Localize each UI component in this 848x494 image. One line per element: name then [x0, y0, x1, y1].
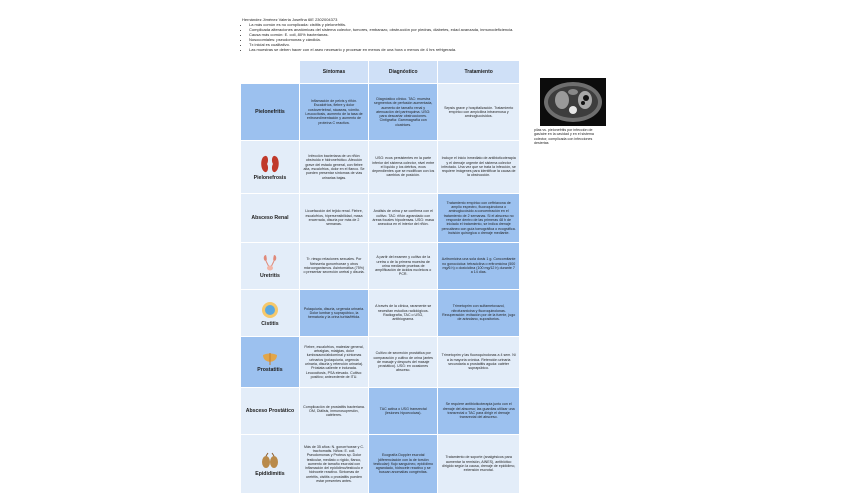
row-header-epididimitis	[241, 435, 299, 493]
cell-diagnostico: A través de la clínica, raramente se necesitan estudios radiológicos. Radiografía, TAC o USG, antibiograma.	[369, 290, 437, 336]
row-header-label: Prostatitis	[257, 366, 283, 373]
cell-tratamiento: Sepsis grave y hospitalización. Tratamiento empírico con ampicilina intravenosa y aminoglucósidos.	[438, 84, 519, 140]
intro-bullet: • Causa más común: E. coli, 80% bacterianas.	[249, 32, 542, 37]
cell-diagnostico: A partir del examen y cultivo de la uretra o de la primera muestra de orina mediante pruebas de amplificación de ácidos nucleicos o PCR.	[369, 243, 437, 289]
table-row	[241, 435, 519, 493]
row-header-pielonefrosis	[241, 141, 299, 193]
intro-bullet: • Tx inicial es cualitativo.	[249, 42, 542, 47]
bladder-icon	[260, 300, 280, 320]
corner-cell	[241, 61, 299, 83]
cell-sintomas: Licuefacción del tejido renal. Fiebre, escalofríos, hipersensibilidad, masa encerrada, disuria por más de 2 semanas.	[300, 194, 368, 242]
table-header-row	[241, 61, 519, 83]
row-header-label: Cistitis	[261, 320, 279, 327]
cell-sintomas: Inflamación de pelvis y riñón. Escalofríos, fiebre y dolor costovertebral, náuseas, vómito. Leucocitosis, aumento de la tasa de eritrosedimentación y aumento de proteína C reactiva.	[300, 84, 368, 140]
row-header-uretritis	[241, 243, 299, 289]
table-row	[241, 194, 519, 242]
cell-sintomas: Fiebre, escalofríos, malestar general, artralgias, mialgias, dolor lumbosacro/abdominal y síntomas urinarios (polaquiuria, urgencia urinaria, disuria y retención urinaria). Próstata caliente e indurada. Leucocitosis, PSA elevado. Cultivo: positivo; antecedente de ITU.	[300, 337, 368, 387]
cell-tratamiento: Azitromicina una sola dosis 1 g. Concomitante no gonocócica: tetraciclina o eritromicina (500 mg/6 h) o doxiciclina (100 mg/12 h) durante 7 a 14 días.	[438, 243, 519, 289]
column-header-tratamiento: Tratamiento	[438, 61, 519, 83]
row-header-label: Pielonefrosis	[253, 174, 287, 181]
cell-sintomas: Polaquiuria, disuria, urgencia urinaria. Dolor lumbar y suprapúbico, la hematuria y la orina turbia/fétida.	[300, 290, 368, 336]
cell-tratamiento: Trimetoprim y las fluoroquinolonas a 4 sem. Ni a la mayoría crónica. Retención urinaria secundaria a prostatitis aguda: catéter suprapúbico.	[438, 337, 519, 387]
ct-scan-caption: pilas vs. pielonefritis por infección de gas/aire en la cavidad y en el sistema colector, complicada con infecciones desiertas	[534, 128, 594, 146]
row-header-label: Uretritis	[259, 272, 280, 279]
row-header-cistitis	[241, 290, 299, 336]
cell-sintomas: Infección bacteriana de un riñón obstruido e hidronefrótico. Afección grave del estado general, con fiebre alta, escalofríos, dolor en el flanco. Se pueden presentar síntomas de vías urinarias bajas.	[300, 141, 368, 193]
table-row	[241, 84, 519, 140]
table-row	[241, 243, 519, 289]
cell-tratamiento: Se requiere antibioticoterapia junto con el drenaje del absceso; las guardias utilizar una transrectal o TAC para dirigir el drenaje transrectal del absceso.	[438, 388, 519, 434]
urinary-tract-icon	[261, 254, 279, 272]
cell-diagnostico: Diagnóstico clínico. TAC: muestra segmentos de perfusión aumentada, aumento de tamaño renal y atenuación del parénquima. USG: para descartar obstrucciones. Cintigrafía: Gammagrafía con cicatrices.	[369, 84, 437, 140]
table-row	[241, 141, 519, 193]
intro-bullet: • Complicada alteraciones anatómicas del sistema colector, tumores, embarazo, obstrucción por piedras, diabetes, edad avanzada, inmunodeficiencia.	[249, 27, 542, 32]
cell-sintomas: Tr. riesgo relaciones sexuales. Por Neisseria gonorrhoeae y otros microorganismos. Asintomática (75%) o presentar secreción uretral y disuria.	[300, 243, 368, 289]
cell-diagnostico: USG: ecos persistentes en la parte inferior del sistema colector, nivel entre el líquido y los detritos, ecos dependientes que se modifican con los cambios de posición.	[369, 141, 437, 193]
cell-sintomas: Más de 35 años: N. gonorrhoeae y C. trachomatis. Niños: E. coli. Pseudomonas y Proteus sp. Dolor testicular, mediato o rígido, flanco, aumento de tamaño escrotal con inflamación del epidídimo/testículo e hidrocele reactivo. Síntomas de uretritis, cistitis o prostatitis pueden estar presentes antes.	[300, 435, 368, 493]
ct-scan-drawing	[540, 78, 606, 126]
cell-tratamiento: Trimetoprim con sulfametoxazol, nitrofurantoína y fluoroquinolonas. Recuperación: evitación por de la fuente, jugo de arándano, supositorios.	[438, 290, 519, 336]
cell-tratamiento: Tratamiento empírico con ceftriaxona de amplio espectro, fluoroquinolona o aminoglucósido a concentración en el tratamiento de 2 semanas. Si el absceso no responde dentro de las primeras 48 h de iniciado el tratamiento, se indica drenaje percutáneo con guía tomográfica o ecográfica. Incisión quirúrgica o drenaje mediante.	[438, 194, 519, 242]
document-header	[242, 17, 542, 52]
table-row	[241, 337, 519, 387]
cell-tratamiento: Incluye el inicio inmediato de antibioticoterapia y el drenaje urgente del sistema colector infectado. Una vez que se trata la infección, se requiere imágenes para identificar la causa de la obstrucción.	[438, 141, 519, 193]
row-header-absceso-prostatico: Absceso Prostático	[241, 388, 299, 434]
cell-diagnostico: Cultivo de secreción prostática por comparación y cultivo de orina (antes de masaje y después del masaje prostático). USG: en ocasiones absceso.	[369, 337, 437, 387]
table-row	[241, 388, 519, 434]
column-header-diagnostico: Diagnóstico	[369, 61, 437, 83]
testis-icon	[260, 452, 280, 470]
row-header-absceso-renal: Absceso Renal	[241, 194, 299, 242]
column-header-sintomas: Síntomas	[300, 61, 368, 83]
intro-bullet: • Las muestras se deben hacer con el aseo necesario y procesar en menos de una hora o menos de 4 hrs refrigerada.	[249, 47, 542, 52]
row-header-label: Epididimitis	[255, 470, 285, 477]
row-header-prostatitis	[241, 337, 299, 387]
document-title: Hernández Jiménez Valeria Josefina 6IE 2302004373	[242, 17, 338, 22]
intro-bullet-list	[242, 22, 542, 52]
infections-table	[240, 60, 520, 494]
cell-diagnostico: Ecografía Doppler escrotal (diferenciación con la de torsión testicular): flujo sanguíneo, epidídimo agrandado, hidrocele reactivo y se buscan anomalías congénitas.	[369, 435, 437, 493]
table-row	[241, 290, 519, 336]
cell-tratamiento: Tratamiento de soporte (analgésicos para aumentar la remisión, AINES), antibiótico dirigido según la causa, drenaje de epidídimo, extensión escrotal.	[438, 435, 519, 493]
prostate-icon	[261, 352, 279, 366]
cell-diagnostico: Análisis de orina y se confirma con el cultivo. TAC: riñón agrandado con áreas focales hipodensas. USG: masa anecoica en el interior del riñón.	[369, 194, 437, 242]
cell-diagnostico: TAC activa o USG transrectal (lesiones hipoecoicas).	[369, 388, 437, 434]
kidney-icon	[259, 154, 281, 174]
row-header-pielonefritis: Pielonefritis	[241, 84, 299, 140]
cell-sintomas: Complicación de prostatitis bacteriana. DM, Diálisis, inmunosupresión, catéteres.	[300, 388, 368, 434]
intro-bullet: • La más común es no complicada: cistitis y pielonefritis.	[249, 22, 542, 27]
intro-bullet: • Nosocomiales: pseudomonas y cándida.	[249, 37, 542, 42]
ct-scan-image	[540, 78, 606, 126]
